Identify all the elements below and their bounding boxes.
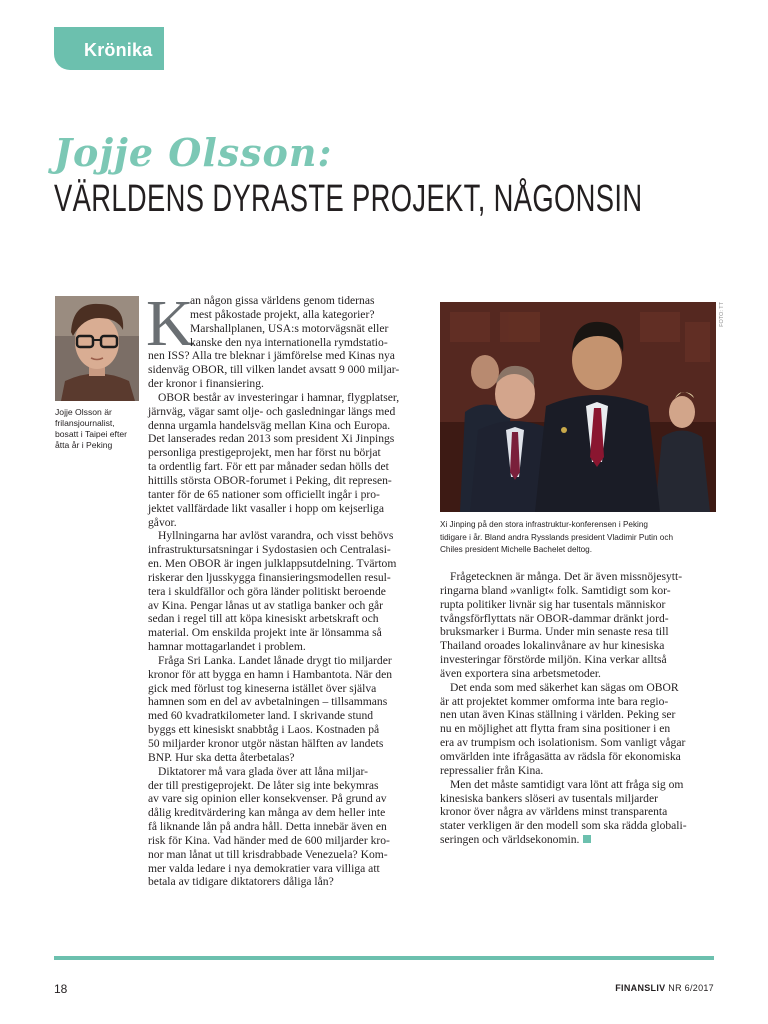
bio-line: åtta år i Peking <box>55 440 113 450</box>
text-line: gåvor. <box>148 515 177 529</box>
headline: VÄRLDENS DYRASTE PROJEKT, NÅGONSIN <box>54 178 643 220</box>
text-line: nor man lånat ut till krisdrabbade Venezuela? Kom- <box>148 847 388 861</box>
text-line: era av trumpism och isolationism. Som vanligt vågar <box>440 736 686 750</box>
text-line: personliga prestigeprojekt, men har först nu börjat <box>148 446 381 460</box>
text-line: av vare sig opinion eller konsekvenser. På grund av <box>148 792 387 806</box>
article-column-1 <box>146 287 430 889</box>
text-line: risk för Kina. Vad händer med de 600 miljarder kro- <box>148 833 390 847</box>
text-line: kronor för att bygga en hamn i Hambantota. När den <box>148 667 393 681</box>
text-line: Fråga Sri Lanka. Landet lånade drygt tio miljarder <box>158 653 392 667</box>
text-line: Det enda som med säkerhet kan sägas om OBOR <box>450 680 679 694</box>
article-photo <box>440 302 716 512</box>
text-line: mer valda ledare i nya demokratier vara villiga att <box>148 861 380 875</box>
drop-cap: K <box>146 287 194 360</box>
magazine-issue: NR 6/2017 <box>668 983 714 993</box>
text-line: ta ordentlig fart. För ett par månader sedan hölls det <box>148 460 389 474</box>
text-line: med 60 kvadratkilometer land. I skrivande stund <box>148 709 374 723</box>
text-line: Marshallplanen, USA:s motorvägsnät eller <box>190 321 389 335</box>
author-heading: Jojje Olsson: <box>54 130 333 175</box>
bio-line: frilansjournalist, <box>55 418 115 428</box>
bio-line: Jojje Olsson är <box>55 407 112 417</box>
text-line: kronor över några av världens minst transparenta <box>440 805 668 819</box>
text-line-content: seringen och världsekonomin. <box>440 833 580 847</box>
text-line: sidenväg OBOR, till vilken landet avsatt 9 000 miljar- <box>148 363 400 377</box>
text-line: investeringar förstörde miljön. Kina verkar alltså <box>440 653 667 667</box>
text-line: hittills största OBOR-forumet i Peking, dit represen- <box>148 473 392 487</box>
text-line: hamnen som en del av avbetalningen – tillsammans <box>148 695 388 709</box>
caption-line: tidigare i år. Bland andra Rysslands president Vladimir Putin och <box>440 532 674 542</box>
author-portrait <box>55 296 139 401</box>
text-line: infrastruktursatsningar i Sydostasien och Centralasi- <box>148 543 391 557</box>
text-line: tanter för de 65 nationer som officiellt ingår i pro- <box>148 487 380 501</box>
text-line: tvångsförflyttats när OBOR-dammar dränkt jord- <box>440 611 669 625</box>
photo-credit: FOTO: TT <box>719 302 725 327</box>
text-line: Det lanserades redan 2013 som president Xi Jinpings <box>148 432 395 446</box>
text-line: även exportera sina arbetsmetoder. <box>440 666 601 680</box>
author-bio <box>55 407 143 451</box>
text-line: jektet vallfärdade likt vasaller i hopp om kejserliga <box>148 501 384 515</box>
text-line: denna urgamla handelsväg mellan Kina och Europa. <box>148 418 391 432</box>
text-line: byggs ett kinesiskt snabbtåg i Laos. Kostnaden på <box>148 723 380 737</box>
text-line: nu en möjlighet att flytta fram sina positioner i en <box>440 722 671 736</box>
text-line: der till prestigeprojekt. De låter sig inte bekymras <box>148 778 379 792</box>
bio-line: bosatt i Taipei efter <box>55 429 127 439</box>
text-line: järnväg, vägar samt olje- och gasledningar längs med <box>148 404 396 418</box>
text-line: der kronor i finansiering. <box>148 377 264 391</box>
magazine-name: FINANSLIV <box>615 983 666 993</box>
text-line: riskerar den ljusskygga finansieringsmodellen resul- <box>148 570 391 584</box>
text-line: Hyllningarna har avlöst varandra, och visst behövs <box>158 529 394 543</box>
text-line: Diktatorer må vara glada över att låna miljar- <box>158 764 368 778</box>
text-line: repressalier från Kina. <box>440 763 544 777</box>
text-line: hamnar mottagarlandet i problem. <box>148 640 306 654</box>
text-line: 50 miljarder kronor utgör nästan hälften av landets <box>148 737 384 750</box>
text-line: kanske den nya internationella rymdstatio- <box>190 335 388 349</box>
text-line: en. Men OBOR är ingen julklappsutdelning. Tvärtom <box>148 557 397 571</box>
text-line: stater verkligen är den modell som ska rädda globali- <box>440 819 687 833</box>
text-line: material. Om enskilda projekt inte är lönsamma så <box>148 626 382 640</box>
text-line: tera i skuldfällor och göra länder politiskt beroende <box>148 584 386 598</box>
article-column-2 <box>440 570 716 847</box>
text-line: omvärlden inte ifrågasätta av rädsla för ekonomiska <box>440 749 681 763</box>
text-line: kinesiska bankers slöseri av tusentals miljarder <box>440 791 658 805</box>
text-line: rupta politiker livnär sig har tusentals människor <box>440 597 666 611</box>
text-line: an någon gissa världens genom tidernas <box>190 294 375 307</box>
text-line: BNP. Hur ska detta återbetalas? <box>148 750 295 764</box>
text-line: är att projektet kommer omforma inte bara regio- <box>440 694 669 708</box>
text-line: av Kina. Pengar lånas ut av statliga banker och går <box>148 598 384 612</box>
magazine-footer <box>615 983 714 993</box>
caption-line: Xi Jinping på den stora infrastruktur-konferensen i Peking <box>440 520 648 529</box>
text-line: Thailand oroades lokalinvånare av hur kinesiska <box>440 639 665 653</box>
text-line: Men det måste samtidigt vara lönt att fråga sig om <box>450 777 684 791</box>
text-line: nen ISS? Alla tre bleknar i jämförelse med Kinas nya <box>148 349 395 363</box>
text-line: mest påkostade projekt, alla kategorier? <box>190 307 375 321</box>
photo-caption <box>440 519 720 557</box>
text-line: ringarna bland »vanligt« folk. Samtidigt som kor- <box>440 583 671 597</box>
text-line: dålig kreditvärdering kan många av dem heller inte <box>148 806 386 820</box>
text-line: få liknande lån på andra håll. Detta innebär även en <box>148 820 387 834</box>
text-line: sedan i regel till att köpa kinesiskt arbetskraft och <box>148 612 379 626</box>
text-line: Frågetecknen är många. Det är även missnöjesytt- <box>450 570 683 583</box>
text-line: bruksmarker i Burma. Under min senaste resa till <box>440 625 669 639</box>
text-line: OBOR består av investeringar i hamnar, flygplatser, <box>158 390 400 404</box>
text-line <box>440 833 716 847</box>
text-line: gick med förlust tog kineserna istället över själva <box>148 681 377 695</box>
page-number: 18 <box>54 982 68 996</box>
end-mark-icon <box>583 835 591 843</box>
text-line: betala av tidigare diktatorers dåliga lån? <box>148 875 334 889</box>
caption-line: Chiles president Michelle Bachelet deltog. <box>440 545 593 554</box>
text-line: nen utan även Kinas ställning i världen. Peking ser <box>440 708 676 722</box>
section-tab-label: Krönika <box>84 40 153 60</box>
footer-rule <box>54 956 714 960</box>
